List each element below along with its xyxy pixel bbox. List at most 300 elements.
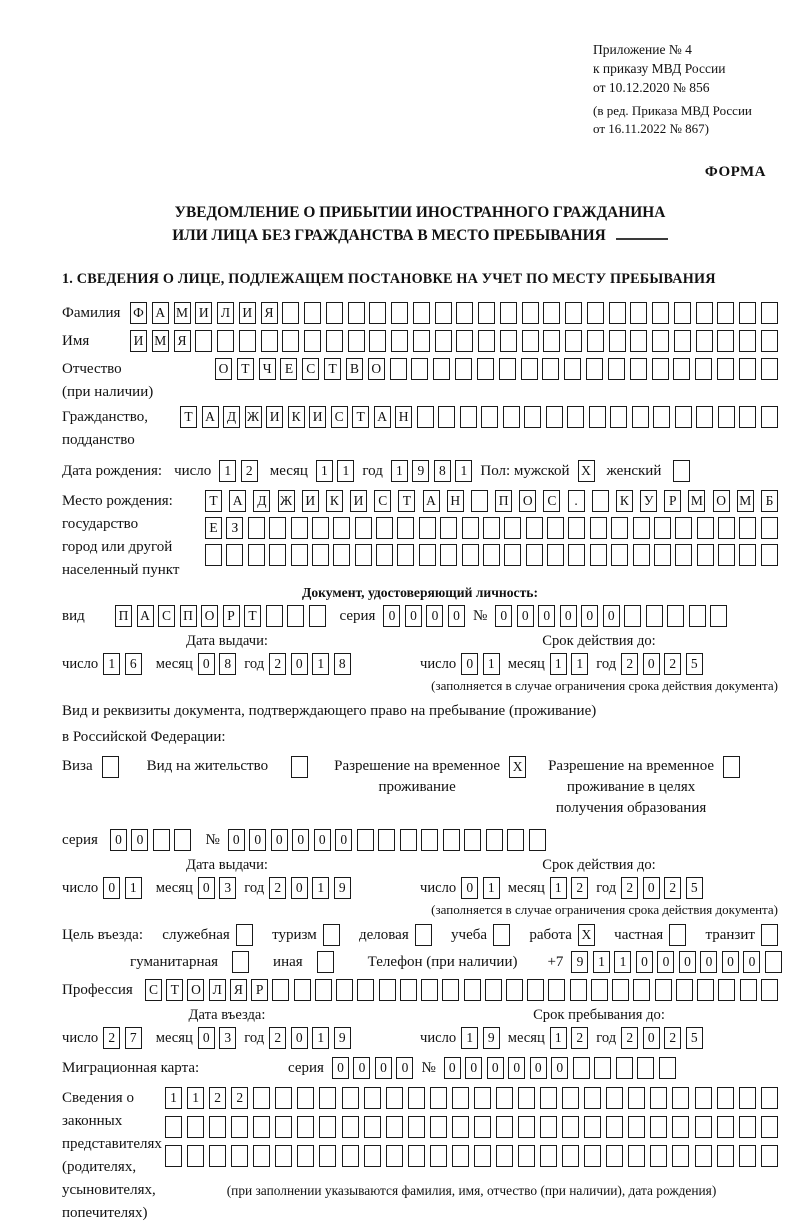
char-cell[interactable] [460,406,477,428]
purpose-other-checkbox[interactable] [317,951,334,973]
char-cell[interactable] [761,517,778,539]
char-cell[interactable]: 0 [487,1057,504,1079]
char-cell[interactable]: М [688,490,705,512]
char-cell[interactable] [433,358,450,380]
char-cell[interactable]: И [239,302,256,324]
char-cell[interactable] [567,406,584,428]
char-cell[interactable]: Т [205,490,222,512]
char-cell[interactable] [452,1087,469,1109]
char-cell[interactable]: 2 [209,1087,226,1109]
char-cell[interactable] [637,1057,654,1079]
birth-month-input[interactable] [316,460,355,482]
char-cell[interactable]: 2 [621,653,638,675]
permit-issue-month-input[interactable] [198,877,237,899]
char-cell[interactable] [562,1116,579,1138]
char-cell[interactable] [317,951,334,973]
char-cell[interactable]: 0 [383,605,400,627]
char-cell[interactable] [478,302,495,324]
char-cell[interactable] [369,330,386,352]
char-cell[interactable]: 5 [686,1027,703,1049]
char-cell[interactable] [518,1116,535,1138]
char-cell[interactable] [440,544,457,566]
char-cell[interactable]: И [309,406,326,428]
char-cell[interactable] [542,358,559,380]
char-cell[interactable]: И [195,302,212,324]
char-cell[interactable]: М [174,302,191,324]
char-cell[interactable] [717,1116,734,1138]
char-cell[interactable] [717,330,734,352]
char-cell[interactable]: Н [447,490,464,512]
char-cell[interactable] [689,605,706,627]
char-cell[interactable] [546,406,563,428]
char-cell[interactable] [287,605,304,627]
char-cell[interactable] [269,544,286,566]
sex-male-checkbox[interactable] [578,460,595,482]
char-cell[interactable]: П [180,605,197,627]
char-cell[interactable] [507,829,524,851]
char-cell[interactable] [740,979,757,1001]
char-cell[interactable] [415,924,432,946]
char-cell[interactable] [761,330,778,352]
doc-number-input[interactable] [495,605,727,627]
char-cell[interactable]: 1 [312,877,329,899]
char-cell[interactable]: 1 [103,653,120,675]
char-cell[interactable] [464,979,481,1001]
legal-reps-line2-input[interactable] [165,1116,778,1138]
char-cell[interactable] [419,517,436,539]
char-cell[interactable]: 0 [722,951,739,973]
char-cell[interactable]: 2 [231,1087,248,1109]
char-cell[interactable]: 1 [391,460,408,482]
char-cell[interactable]: 1 [461,1027,478,1049]
char-cell[interactable] [611,517,628,539]
purpose-official-checkbox[interactable] [236,924,253,946]
char-cell[interactable]: Ф [130,302,147,324]
char-cell[interactable]: 8 [434,460,451,482]
char-cell[interactable] [364,1087,381,1109]
char-cell[interactable] [153,829,170,851]
char-cell[interactable] [217,330,234,352]
char-cell[interactable] [483,517,500,539]
char-cell[interactable] [761,544,778,566]
char-cell[interactable] [527,979,544,1001]
char-cell[interactable] [269,517,286,539]
char-cell[interactable] [630,302,647,324]
citizenship-input[interactable] [180,406,778,428]
char-cell[interactable]: К [326,490,343,512]
char-cell[interactable] [723,756,740,778]
char-cell[interactable] [564,358,581,380]
char-cell[interactable]: 1 [187,1087,204,1109]
char-cell[interactable] [474,1145,491,1167]
char-cell[interactable]: 2 [664,1027,681,1049]
char-cell[interactable] [462,544,479,566]
char-cell[interactable]: 1 [550,1027,567,1049]
entry-day-input[interactable] [103,1027,142,1049]
char-cell[interactable] [195,330,212,352]
char-cell[interactable]: 2 [103,1027,120,1049]
char-cell[interactable] [397,544,414,566]
char-cell[interactable] [568,517,585,539]
char-cell[interactable] [765,951,782,973]
char-cell[interactable] [499,358,516,380]
char-cell[interactable]: 2 [269,877,286,899]
char-cell[interactable]: 0 [538,605,555,627]
char-cell[interactable] [323,924,340,946]
char-cell[interactable]: 0 [461,877,478,899]
char-cell[interactable]: 7 [125,1027,142,1049]
char-cell[interactable] [565,330,582,352]
char-cell[interactable] [669,924,686,946]
char-cell[interactable]: 1 [550,653,567,675]
char-cell[interactable]: 1 [312,653,329,675]
doc-valid-day-input[interactable] [461,653,500,675]
char-cell[interactable] [761,979,778,1001]
char-cell[interactable] [209,1116,226,1138]
char-cell[interactable] [348,330,365,352]
char-cell[interactable]: Ж [245,406,262,428]
char-cell[interactable]: 2 [664,877,681,899]
char-cell[interactable]: 0 [291,877,308,899]
char-cell[interactable]: 2 [269,1027,286,1049]
char-cell[interactable] [496,1087,513,1109]
char-cell[interactable]: Т [398,490,415,512]
char-cell[interactable] [165,1145,182,1167]
char-cell[interactable]: 0 [743,951,760,973]
char-cell[interactable] [400,979,417,1001]
surname-input[interactable] [130,302,778,324]
char-cell[interactable]: И [130,330,147,352]
char-cell[interactable]: И [302,490,319,512]
char-cell[interactable] [632,406,649,428]
char-cell[interactable]: Т [352,406,369,428]
doc-issue-day-input[interactable] [103,653,142,675]
char-cell[interactable]: Н [395,406,412,428]
char-cell[interactable]: 0 [560,605,577,627]
char-cell[interactable] [522,302,539,324]
char-cell[interactable] [430,1087,447,1109]
char-cell[interactable] [717,1145,734,1167]
char-cell[interactable]: 2 [571,1027,588,1049]
char-cell[interactable] [652,330,669,352]
char-cell[interactable]: 0 [332,1057,349,1079]
birth-year-input[interactable] [391,460,473,482]
char-cell[interactable] [364,1116,381,1138]
char-cell[interactable] [655,979,672,1001]
char-cell[interactable] [652,358,669,380]
char-cell[interactable]: М [152,330,169,352]
permit-series-input[interactable] [110,829,192,851]
char-cell[interactable] [718,406,735,428]
char-cell[interactable] [369,302,386,324]
char-cell[interactable] [543,302,560,324]
char-cell[interactable] [486,829,503,851]
char-cell[interactable] [609,330,626,352]
char-cell[interactable] [521,358,538,380]
char-cell[interactable] [739,358,756,380]
char-cell[interactable] [547,544,564,566]
char-cell[interactable] [524,406,541,428]
char-cell[interactable] [584,1087,601,1109]
char-cell[interactable] [761,924,778,946]
stay-month-input[interactable] [550,1027,589,1049]
char-cell[interactable] [326,330,343,352]
char-cell[interactable]: 2 [571,877,588,899]
char-cell[interactable]: У [640,490,657,512]
char-cell[interactable] [236,924,253,946]
char-cell[interactable]: О [519,490,536,512]
char-cell[interactable]: В [346,358,363,380]
char-cell[interactable] [297,1116,314,1138]
char-cell[interactable] [526,544,543,566]
char-cell[interactable]: О [215,358,232,380]
char-cell[interactable] [676,979,693,1001]
char-cell[interactable] [500,302,517,324]
char-cell[interactable]: 0 [396,1057,413,1079]
char-cell[interactable] [319,1087,336,1109]
char-cell[interactable]: Д [253,490,270,512]
doc-type-input[interactable] [115,605,326,627]
char-cell[interactable] [275,1145,292,1167]
patronymic-input[interactable] [215,358,778,380]
doc-valid-month-input[interactable] [550,653,589,675]
char-cell[interactable]: 1 [125,877,142,899]
char-cell[interactable] [336,979,353,1001]
char-cell[interactable] [248,544,265,566]
char-cell[interactable]: 0 [228,829,245,851]
char-cell[interactable] [609,302,626,324]
char-cell[interactable] [612,979,629,1001]
char-cell[interactable] [319,1145,336,1167]
char-cell[interactable] [610,406,627,428]
char-cell[interactable] [522,330,539,352]
char-cell[interactable]: 1 [614,951,631,973]
char-cell[interactable]: 0 [495,605,512,627]
char-cell[interactable]: О [187,979,204,1001]
char-cell[interactable] [672,1116,689,1138]
char-cell[interactable] [718,979,735,1001]
char-cell[interactable] [548,979,565,1001]
char-cell[interactable]: 1 [312,1027,329,1049]
char-cell[interactable] [592,490,609,512]
char-cell[interactable]: 2 [269,653,286,675]
char-cell[interactable] [717,358,734,380]
char-cell[interactable] [761,1087,778,1109]
char-cell[interactable]: С [302,358,319,380]
char-cell[interactable] [587,330,604,352]
char-cell[interactable] [562,1087,579,1109]
char-cell[interactable] [421,979,438,1001]
char-cell[interactable] [455,358,472,380]
char-cell[interactable] [628,1087,645,1109]
char-cell[interactable] [697,517,714,539]
char-cell[interactable] [739,517,756,539]
char-cell[interactable] [591,979,608,1001]
char-cell[interactable] [526,517,543,539]
char-cell[interactable]: И [266,406,283,428]
char-cell[interactable]: С [543,490,560,512]
sex-female-checkbox[interactable] [673,460,690,482]
char-cell[interactable] [761,302,778,324]
char-cell[interactable]: 2 [621,1027,638,1049]
char-cell[interactable] [291,756,308,778]
char-cell[interactable]: 1 [316,460,333,482]
purpose-tourism-checkbox[interactable] [323,924,340,946]
char-cell[interactable]: X [509,756,526,778]
char-cell[interactable]: 2 [664,653,681,675]
char-cell[interactable] [710,605,727,627]
char-cell[interactable]: 1 [219,460,236,482]
char-cell[interactable]: 9 [571,951,588,973]
char-cell[interactable]: Я [174,330,191,352]
char-cell[interactable] [674,330,691,352]
char-cell[interactable] [570,979,587,1001]
char-cell[interactable] [739,544,756,566]
char-cell[interactable]: П [495,490,512,512]
birth-place-line2-input[interactable] [205,517,778,539]
char-cell[interactable] [408,1087,425,1109]
char-cell[interactable] [304,330,321,352]
char-cell[interactable] [348,302,365,324]
char-cell[interactable]: 0 [679,951,696,973]
char-cell[interactable] [174,829,191,851]
char-cell[interactable] [417,406,434,428]
char-cell[interactable] [355,544,372,566]
char-cell[interactable] [739,1116,756,1138]
char-cell[interactable] [761,1145,778,1167]
char-cell[interactable] [326,302,343,324]
profession-input[interactable] [145,979,778,1001]
char-cell[interactable]: 1 [337,460,354,482]
phone-input[interactable] [571,951,782,973]
char-cell[interactable]: 0 [198,653,215,675]
char-cell[interactable] [364,1145,381,1167]
char-cell[interactable]: К [288,406,305,428]
permit-valid-month-input[interactable] [550,877,589,899]
char-cell[interactable] [413,330,430,352]
char-cell[interactable]: 0 [461,653,478,675]
char-cell[interactable] [456,330,473,352]
char-cell[interactable] [529,829,546,851]
char-cell[interactable]: А [374,406,391,428]
char-cell[interactable]: А [137,605,154,627]
permit-valid-year-input[interactable] [621,877,703,899]
char-cell[interactable] [391,330,408,352]
char-cell[interactable] [376,517,393,539]
char-cell[interactable]: 0 [643,1027,660,1049]
char-cell[interactable]: 0 [643,653,660,675]
char-cell[interactable]: 0 [657,951,674,973]
char-cell[interactable]: 1 [483,877,500,899]
char-cell[interactable] [379,979,396,1001]
char-cell[interactable]: 0 [581,605,598,627]
birth-place-line3-input[interactable] [205,544,778,566]
char-cell[interactable]: М [737,490,754,512]
char-cell[interactable]: 0 [314,829,331,851]
char-cell[interactable]: Т [244,605,261,627]
char-cell[interactable] [248,517,265,539]
char-cell[interactable] [543,330,560,352]
char-cell[interactable] [667,605,684,627]
char-cell[interactable]: 0 [444,1057,461,1079]
char-cell[interactable] [606,1087,623,1109]
char-cell[interactable] [391,302,408,324]
char-cell[interactable]: С [158,605,175,627]
char-cell[interactable]: З [226,517,243,539]
char-cell[interactable] [590,544,607,566]
purpose-study-checkbox[interactable] [493,924,510,946]
temp-residence-checkbox[interactable] [509,756,526,778]
char-cell[interactable]: С [331,406,348,428]
char-cell[interactable]: 1 [483,653,500,675]
char-cell[interactable]: А [229,490,246,512]
char-cell[interactable]: X [578,460,595,482]
char-cell[interactable] [540,1145,557,1167]
char-cell[interactable] [226,544,243,566]
char-cell[interactable]: 0 [643,877,660,899]
char-cell[interactable] [411,358,428,380]
char-cell[interactable] [589,406,606,428]
edu-residence-checkbox[interactable] [723,756,740,778]
char-cell[interactable]: 0 [292,829,309,851]
char-cell[interactable] [312,517,329,539]
char-cell[interactable] [547,517,564,539]
char-cell[interactable] [739,330,756,352]
char-cell[interactable]: А [152,302,169,324]
doc-valid-year-input[interactable] [621,653,703,675]
char-cell[interactable] [500,330,517,352]
permit-valid-day-input[interactable] [461,877,500,899]
char-cell[interactable] [413,302,430,324]
char-cell[interactable]: 3 [219,1027,236,1049]
char-cell[interactable] [282,302,299,324]
purpose-private-checkbox[interactable] [669,924,686,946]
char-cell[interactable]: 1 [550,877,567,899]
char-cell[interactable] [565,302,582,324]
char-cell[interactable] [430,1145,447,1167]
birth-place-line1-input[interactable] [205,490,778,512]
char-cell[interactable] [440,517,457,539]
char-cell[interactable] [628,1116,645,1138]
char-cell[interactable] [474,1116,491,1138]
char-cell[interactable] [462,517,479,539]
char-cell[interactable] [400,829,417,851]
char-cell[interactable] [633,517,650,539]
char-cell[interactable] [630,358,647,380]
char-cell[interactable]: С [145,979,162,1001]
char-cell[interactable] [761,1116,778,1138]
char-cell[interactable]: Е [205,517,222,539]
char-cell[interactable] [319,1116,336,1138]
char-cell[interactable]: П [115,605,132,627]
char-cell[interactable]: Б [761,490,778,512]
char-cell[interactable]: 0 [636,951,653,973]
char-cell[interactable] [675,517,692,539]
char-cell[interactable]: 0 [405,605,422,627]
char-cell[interactable] [650,1145,667,1167]
char-cell[interactable]: Л [209,979,226,1001]
stay-day-input[interactable] [461,1027,500,1049]
char-cell[interactable] [506,979,523,1001]
migration-series-input[interactable] [332,1057,414,1079]
char-cell[interactable] [282,330,299,352]
char-cell[interactable] [304,302,321,324]
doc-series-input[interactable] [383,605,465,627]
char-cell[interactable]: 0 [271,829,288,851]
char-cell[interactable]: 1 [165,1087,182,1109]
birth-day-input[interactable] [219,460,258,482]
char-cell[interactable]: А [202,406,219,428]
